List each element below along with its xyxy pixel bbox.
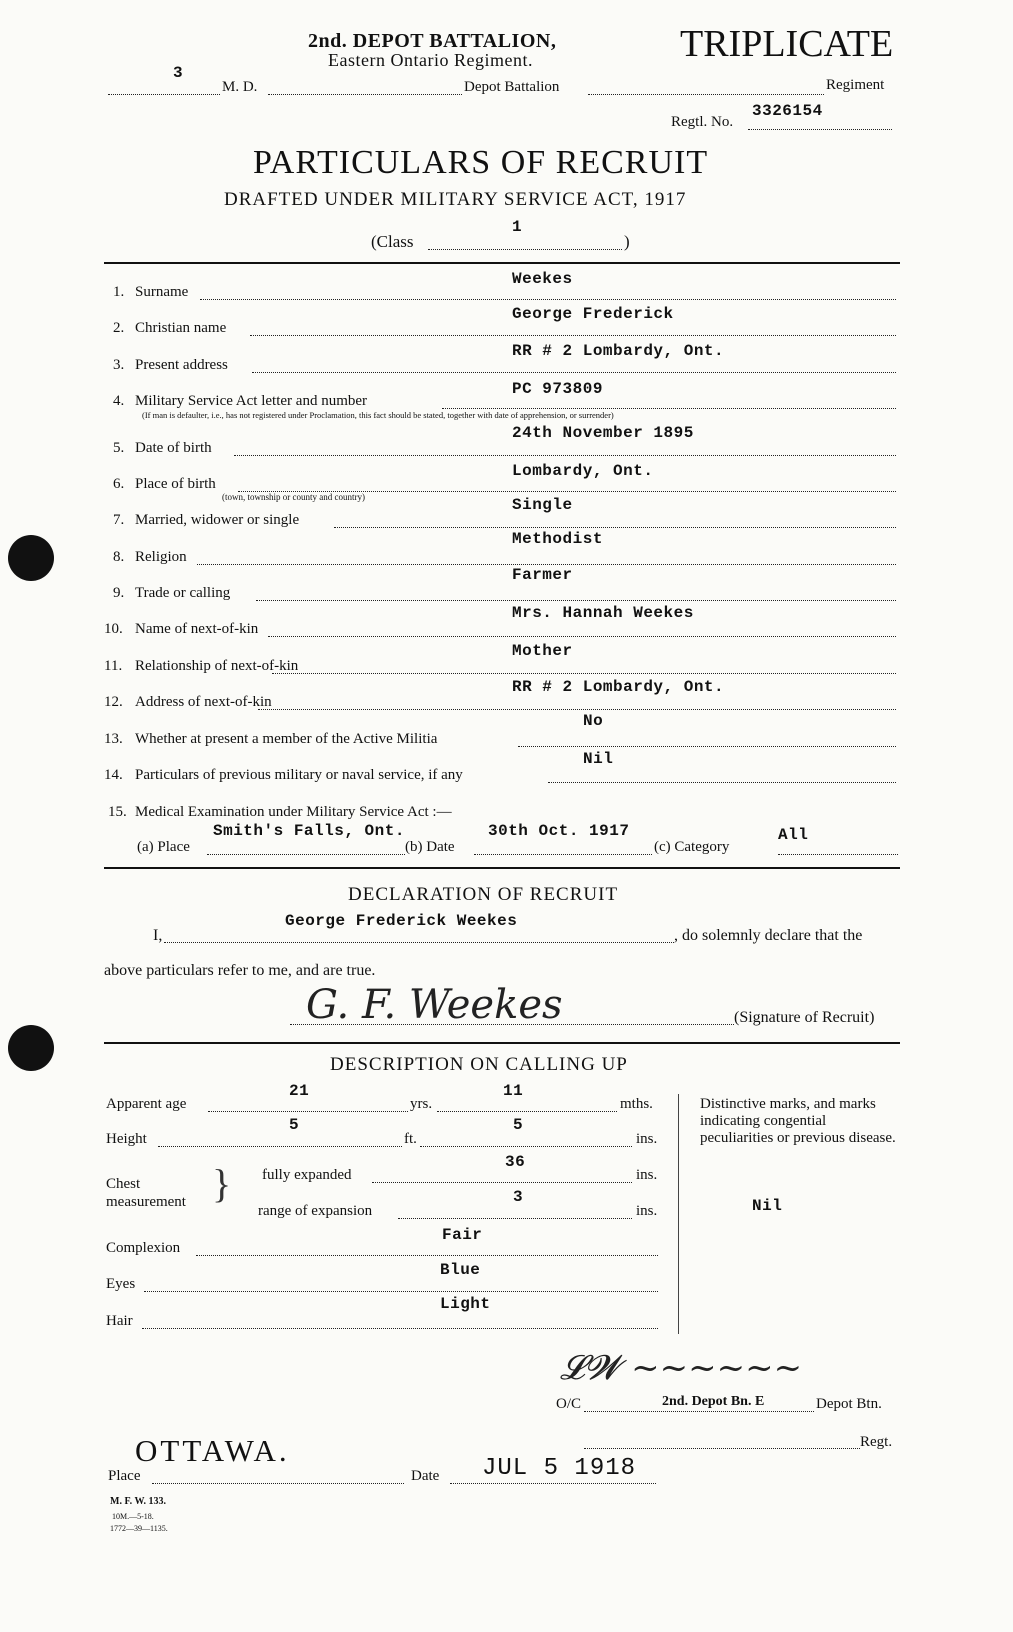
ft-label: ft. [404,1131,417,1147]
distinctive-marks-text: Distinctive marks, and marks indicating congential peculiarities or previous disease. [700,1096,896,1146]
mths-label: mths. [620,1096,653,1112]
field-number: 13. [104,731,123,747]
field-label: Particulars of previous military or naval service, if any [135,767,463,783]
regiment-label: Regiment [826,77,885,93]
class-value: 1 [512,218,523,236]
field-note: (town, township or county and country) [222,492,365,502]
field-label: Relationship of next-of-kin [135,658,299,674]
height-inches: 5 [513,1116,524,1134]
medical-date-label: (b) Date [405,839,455,855]
field-label: Religion [135,549,187,565]
declaration-heading: DECLARATION OF RECRUIT [348,884,619,905]
apparent-age-label: Apparent age [106,1096,187,1112]
measurement-label: measurement [106,1194,186,1210]
medical-place-label: (a) Place [137,839,190,855]
field-label: Place of birth [135,476,216,492]
marks-divider [678,1094,679,1334]
field-number: 12. [104,694,123,710]
field-label: Whether at present a member of the Active Militia [135,731,438,747]
height-ins-label: ins. [636,1131,658,1147]
field-value: No [583,712,604,730]
medical-place-value: Smith's Falls, Ont. [213,822,405,840]
declaration-i-label: I, [153,927,163,944]
field-number: 14. [104,767,123,783]
field-number: 1. [113,284,125,300]
depot-stamp-line2: Eastern Ontario Regiment. [328,50,533,70]
field-label: Trade or calling [135,585,231,601]
hair-value: Light [440,1295,491,1313]
md-value: 3 [173,64,184,82]
distinctive-marks-value: Nil [752,1197,783,1215]
medical-category-label: (c) Category [654,839,730,855]
medical-label: Medical Examination under Military Service Act :— [135,804,452,820]
field-label: Military Service Act letter and number [135,393,368,409]
date-value: JUL 5 1918 [482,1455,637,1482]
medical-date-value: 30th Oct. 1917 [488,822,630,840]
triplicate-title: TRIPLICATE [680,23,894,65]
field-value: Lombardy, Ont. [512,462,654,480]
form-print-code: 1772—39—1135. [110,1524,168,1533]
complexion-label: Complexion [106,1240,181,1256]
field-label: Christian name [135,320,227,336]
field-number: 11. [104,658,123,674]
height-label: Height [106,1131,147,1147]
field-value: PC 973809 [512,380,603,398]
class-label-close: ) [624,232,630,251]
place-label: Place [108,1468,141,1484]
yrs-label: yrs. [410,1096,433,1112]
field-label: Present address [135,357,228,373]
recruit-signature: G. F. Weekes [306,982,563,1028]
oc-label: O/C [556,1396,582,1412]
eyes-value: Blue [440,1261,481,1279]
officer-signature: 𝓛𝓦 ~~~~~~ [560,1348,803,1388]
field-value: Mrs. Hannah Weekes [512,604,694,622]
fully-expanded-ins-label: ins. [636,1167,658,1183]
punch-hole-bottom [8,1025,54,1071]
field-number: 9. [113,585,125,601]
depot-stamp-line1: 2nd. DEPOT BATTALION, [308,30,557,52]
field-value: Nil [583,750,614,768]
punch-hole-top [8,535,54,581]
depot-stamp-small: 2nd. Depot Bn. E [662,1394,765,1409]
form-title: PARTICULARS OF RECRUIT [253,144,709,181]
range-of-expansion-label: range of expansion [258,1203,373,1219]
field-note: (If man is defaulter, i.e., has not registered under Proclamation, this fact should be stated, together with date of apprehension, or surrender) [142,410,614,420]
complexion-value: Fair [442,1226,483,1244]
depot-btn-label: Depot Btn. [816,1396,882,1412]
field-value: RR # 2 Lombardy, Ont. [512,678,725,696]
signature-of-recruit-label: (Signature of Recruit) [734,1009,875,1026]
class-label-open: (Class [371,232,414,251]
form-id: M. F. W. 133. [110,1496,167,1507]
field-number: 5. [113,440,125,456]
apparent-age-years: 21 [289,1082,310,1100]
hair-label: Hair [106,1313,133,1329]
regt-label: Regt. [860,1434,893,1450]
field-value: Methodist [512,530,603,548]
form-print-run: 10M.—5-18. [112,1512,154,1521]
medical-category-value: All [778,826,809,844]
field-value: Weekes [512,270,573,288]
field-value: 24th November 1895 [512,424,694,442]
regtl-no-label: Regtl. No. [671,114,734,130]
date-label: Date [411,1468,440,1484]
field-number: 6. [113,476,125,492]
declaration-text2: above particulars refer to me, and are true. [104,962,376,979]
field-value: George Frederick [512,305,674,323]
apparent-age-months: 11 [503,1082,524,1100]
fully-expanded-label: fully expanded [262,1167,352,1183]
field-label: Date of birth [135,440,212,456]
form-subtitle: DRAFTED UNDER MILITARY SERVICE ACT, 1917 [224,189,687,210]
field-label: Surname [135,284,189,300]
field-label: Married, widower or single [135,512,300,528]
md-label: M. D. [222,79,258,95]
field-value: Mother [512,642,573,660]
chest-brace: } [212,1161,232,1206]
field-number: 2. [113,320,125,336]
height-feet: 5 [289,1116,300,1134]
range-of-expansion-value: 3 [513,1188,524,1206]
field-value: Single [512,496,573,514]
field-value: RR # 2 Lombardy, Ont. [512,342,725,360]
field-value: Farmer [512,566,573,584]
eyes-label: Eyes [106,1276,136,1292]
field-number: 3. [113,357,125,373]
description-heading: DESCRIPTION ON CALLING UP [330,1054,628,1075]
range-ins-label: ins. [636,1203,658,1219]
declaration-text1: , do solemnly declare that the [674,927,863,944]
chest-label: Chest [106,1176,141,1192]
field-number: 8. [113,549,125,565]
field-number: 10. [104,621,123,637]
field-number: 4. [113,393,125,409]
field-label: Name of next-of-kin [135,621,259,637]
fully-expanded-value: 36 [505,1153,526,1171]
medical-num: 15. [108,804,127,820]
place-value: OTTAWA. [135,1433,290,1468]
depot-battalion-label: Depot Battalion [464,79,560,95]
field-number: 7. [113,512,125,528]
field-label: Address of next-of-kin [135,694,272,710]
declaration-name-value: George Frederick Weekes [285,912,518,930]
regtl-no-value: 3326154 [752,102,823,120]
